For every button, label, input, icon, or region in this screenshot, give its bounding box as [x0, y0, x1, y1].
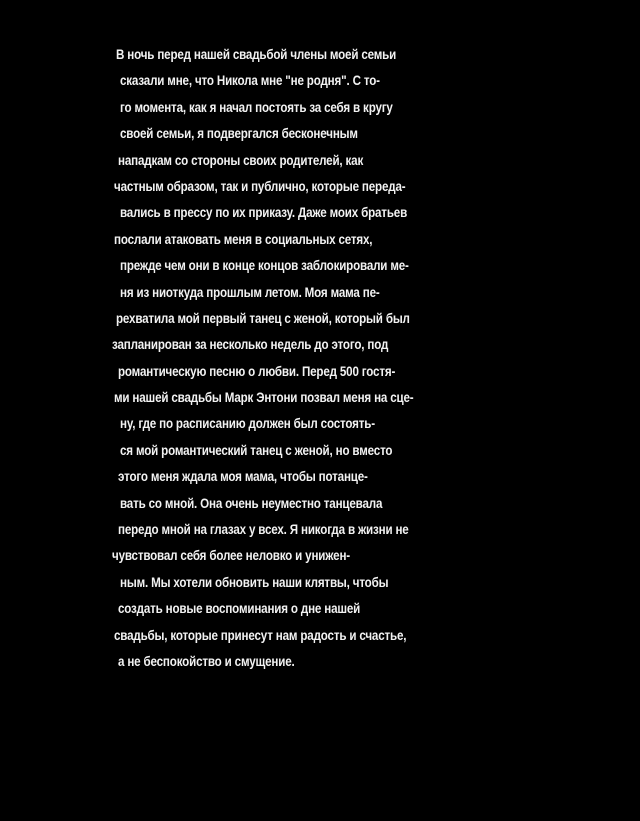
text-line: вать со мной. Она очень неуместно танцевала: [120, 495, 383, 511]
text-line: послали атаковать меня в социальных сетях,: [114, 231, 373, 247]
text-line: чувствовал себя более неловко и унижен-: [112, 548, 351, 564]
text-line: В ночь перед нашей свадьбой члены моей семьи: [116, 47, 397, 62]
text-line: создать новые воспоминания о дне нашей: [118, 601, 361, 617]
text-line: вались в прессу по их приказу. Даже моих братьев: [120, 205, 408, 221]
text-line: запланирован за несколько недель до этого, под: [112, 337, 389, 353]
text-line: нападкам со стороны своих родителей, как: [118, 152, 364, 168]
text-line: романтическую песню о любви. Перед 500 гостя-: [118, 363, 396, 379]
text-line: а не беспокойство и смущение.: [118, 653, 295, 669]
text-line: ня из ниоткуда прошлым летом. Моя мама пе-: [120, 284, 380, 300]
text-line: ным. Мы хотели обновить наши клятвы, чтобы: [120, 574, 389, 590]
text-line: го момента, как я начал постоять за себя в кругу: [120, 99, 393, 115]
text-line: сказали мне, что Никола мне "не родня". С то-: [120, 73, 380, 89]
text-line: ну, где по расписанию должен был состоять-: [120, 416, 375, 432]
text-line: своей семьи, я подвергался бесконечным: [120, 126, 358, 142]
text-line: передо мной на глазах у всех. Я никогда в жизни не: [118, 522, 409, 538]
text-line: свадьбы, которые принесут нам радость и счастье,: [114, 627, 407, 643]
text-line: этого меня ждала моя мама, чтобы потанце-: [118, 469, 368, 485]
text-line: прежде чем они в конце концов заблокировали ме-: [120, 258, 409, 274]
text-line: частным образом, так и публично, которые переда-: [114, 178, 406, 194]
text-line: рехватила мой первый танец с женой, который был: [116, 310, 410, 326]
caption-text-block: [112, 42, 522, 675]
text-line: ми нашей свадьбы Марк Энтони позвал меня на сце-: [114, 390, 414, 406]
text-line: ся мой романтический танец с женой, но вместо: [120, 442, 393, 458]
